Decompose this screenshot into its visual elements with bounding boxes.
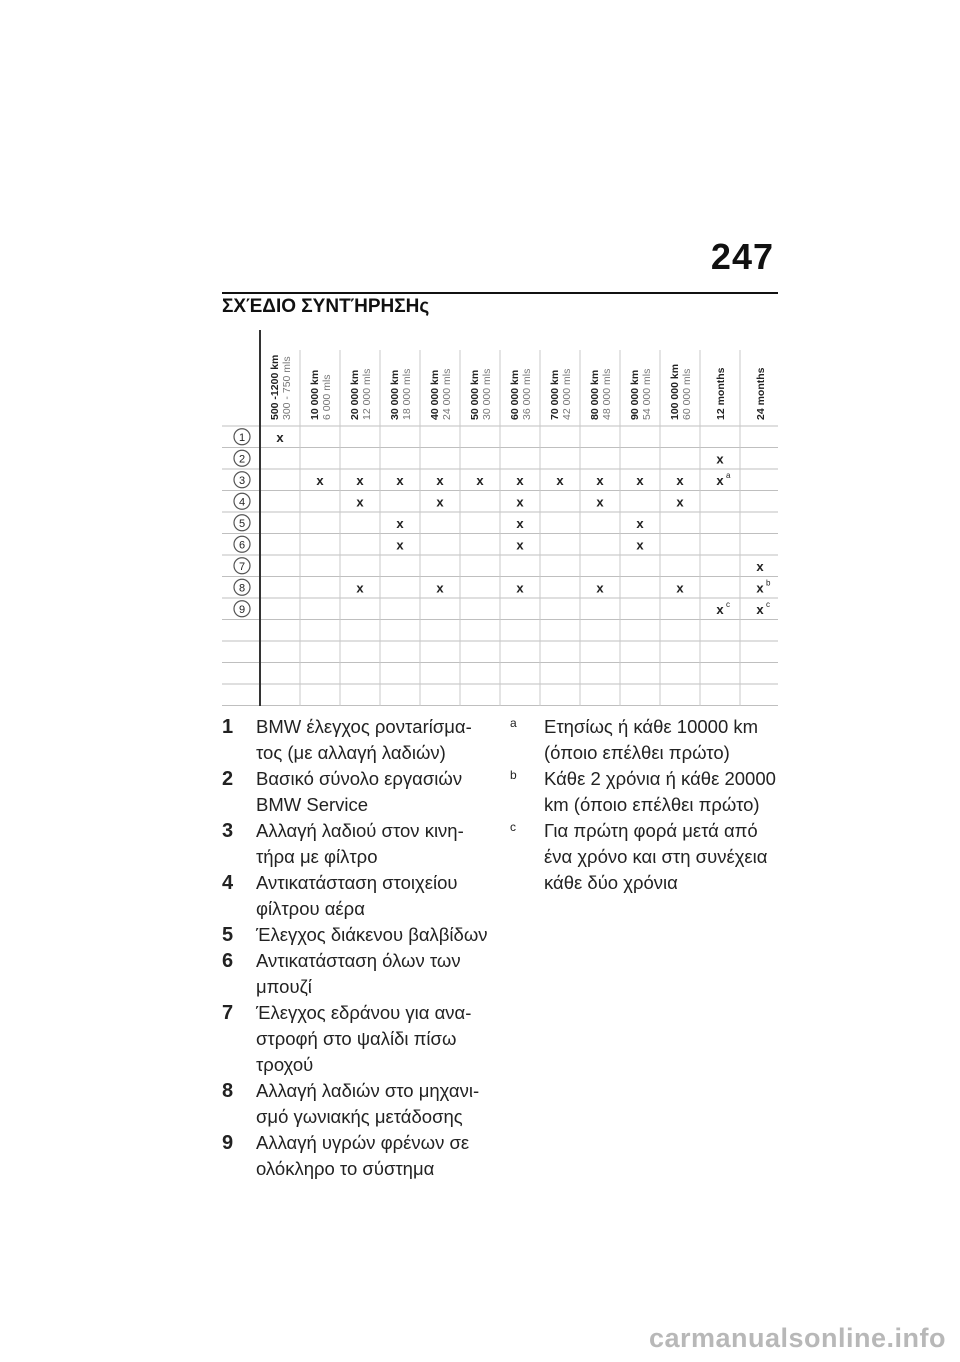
row-number: 6 xyxy=(238,539,246,552)
schedule-mark: x xyxy=(396,537,404,553)
footnote-text: Κάθε 2 χρόνια ή κάθε 20000 km (όποιο επέλθει πρώτο) xyxy=(544,768,776,815)
column-header xyxy=(509,369,533,420)
footnote-mark: a xyxy=(510,716,517,730)
schedule-mark: x xyxy=(676,472,684,488)
legend-number: 7 xyxy=(222,1002,234,1024)
column-header-primary: 80 000 km xyxy=(589,369,601,420)
column-header-primary: 70 000 km xyxy=(549,369,561,420)
legend-text: Αλλαγή λαδιών στο μηχανι-σμό γωνιακής μετάδοσης xyxy=(256,1080,480,1127)
column-header-secondary: 36 000 mls xyxy=(521,368,533,420)
column-header-primary: 24 months xyxy=(755,367,767,420)
schedule-mark: x xyxy=(436,472,444,488)
legend-text: Αλλαγή λαδιού στον κινη-τήρα με φίλτρο xyxy=(256,820,464,867)
maintenance-schedule-table xyxy=(222,330,778,706)
column-header xyxy=(349,369,373,420)
schedule-mark: x xyxy=(716,472,724,488)
row-number: 2 xyxy=(238,453,246,466)
column-header xyxy=(429,369,453,420)
column-header xyxy=(269,355,293,420)
legend-item xyxy=(222,870,492,922)
column-header-primary: 50 000 km xyxy=(469,369,481,420)
schedule-mark: x xyxy=(716,601,724,617)
column-header-primary: 12 months xyxy=(715,367,727,420)
schedule-mark: x xyxy=(676,494,684,510)
legend-item xyxy=(222,1000,492,1078)
section-title: ΣΧΈΔΙΟ ΣΥΝΤΉΡΗΣΗς xyxy=(222,296,430,317)
schedule-mark: x xyxy=(596,580,604,596)
column-header xyxy=(309,370,333,420)
legend-list xyxy=(222,714,492,1182)
legend-item xyxy=(222,922,492,948)
column-header-primary: 40 000 km xyxy=(429,369,441,420)
legend-number: 3 xyxy=(222,820,234,842)
column-header xyxy=(389,369,413,420)
column-header-primary: 10 000 km xyxy=(309,369,321,420)
column-header xyxy=(669,364,693,420)
schedule-footnote-ref: a xyxy=(726,470,731,480)
schedule-mark: x xyxy=(356,494,364,510)
column-header-primary: 30 000 km xyxy=(389,369,401,420)
row-number: 1 xyxy=(238,431,246,444)
schedule-mark: x xyxy=(516,494,524,510)
schedule-grid xyxy=(222,330,778,706)
column-header xyxy=(589,369,613,420)
legend-item xyxy=(222,714,492,766)
column-header-primary: 100 000 km xyxy=(669,363,681,420)
column-header xyxy=(629,369,653,420)
column-header xyxy=(715,367,727,420)
schedule-mark: x xyxy=(396,515,404,531)
schedule-mark: x xyxy=(756,580,764,596)
column-header xyxy=(469,369,493,420)
legend-text: Αλλαγή υγρών φρένων σε ολόκληρο το σύστημα xyxy=(256,1132,470,1179)
column-header-secondary: 6 000 mls xyxy=(321,374,333,420)
legend-item xyxy=(222,1078,492,1130)
schedule-mark: x xyxy=(716,451,724,467)
column-header-primary: 60 000 km xyxy=(509,369,521,420)
column-header-secondary: 48 000 mls xyxy=(601,368,613,420)
schedule-mark: x xyxy=(636,472,644,488)
watermark: carmanualsonline.info xyxy=(648,1323,946,1353)
row-number: 8 xyxy=(238,582,246,595)
row-number: 9 xyxy=(238,603,246,616)
column-header-secondary: 24 000 mls xyxy=(441,368,453,420)
footnote-text: Για πρώτη φορά μετά από ένα χρόνο και στη συνέχεια κάθε δύο χρόνια xyxy=(544,820,768,893)
schedule-mark: x xyxy=(636,537,644,553)
column-header xyxy=(755,367,767,420)
schedule-mark: x xyxy=(636,515,644,531)
legend-text: Αντικατάσταση στοιχείου φίλτρου αέρα xyxy=(256,872,458,919)
column-header-secondary: 54 000 mls xyxy=(641,368,653,420)
schedule-footnote-ref: c xyxy=(766,599,770,609)
schedule-mark: x xyxy=(756,601,764,617)
row-number: 4 xyxy=(238,496,246,509)
schedule-mark: x xyxy=(516,580,524,596)
legend-text: BMW έλεγχος ροντarίσμα-τος (με αλλαγή λαδιών) xyxy=(256,716,472,763)
schedule-mark: x xyxy=(436,580,444,596)
column-header-secondary: 12 000 mls xyxy=(361,368,373,420)
footnote-item xyxy=(510,766,780,818)
column-header-secondary: 18 000 mls xyxy=(401,368,413,420)
schedule-footnote-ref: b xyxy=(766,578,771,588)
legend-item xyxy=(222,948,492,1000)
schedule-mark: x xyxy=(396,472,404,488)
footnote-item xyxy=(510,714,780,766)
legend-number: 9 xyxy=(222,1132,234,1154)
schedule-mark: x xyxy=(516,472,524,488)
legend-text: Βασικό σύνολο εργασιών BMW Service xyxy=(256,768,463,815)
schedule-mark: x xyxy=(516,515,524,531)
row-number: 5 xyxy=(238,517,246,530)
schedule-mark: x xyxy=(676,580,684,596)
footnote-mark: b xyxy=(510,768,517,782)
column-header-secondary: 42 000 mls xyxy=(561,368,573,420)
column-header-primary: 500 -1200 km xyxy=(269,354,281,420)
schedule-mark: x xyxy=(356,580,364,596)
schedule-mark: x xyxy=(596,494,604,510)
row-number: 7 xyxy=(238,560,246,573)
schedule-mark: x xyxy=(436,494,444,510)
legend-number: 4 xyxy=(222,872,234,894)
notes-list xyxy=(510,714,780,896)
legend-text: Έλεγχος διάκενου βαλβίδων xyxy=(256,924,488,945)
footnote-item xyxy=(510,818,780,896)
legend-item xyxy=(222,766,492,818)
column-header-secondary: 300 - 750 mls xyxy=(281,356,293,420)
legend-number: 1 xyxy=(222,716,234,738)
schedule-mark: x xyxy=(596,472,604,488)
column-header-primary: 90 000 km xyxy=(629,369,641,420)
footnote-mark: c xyxy=(510,820,516,834)
page-number: 247 xyxy=(710,236,774,277)
schedule-mark: x xyxy=(356,472,364,488)
schedule-mark: x xyxy=(556,472,564,488)
title-rule xyxy=(222,292,778,294)
legend-text: Έλεγχος εδράνου για ανα-στροφή στο ψαλίδι πίσω τροχού xyxy=(256,1002,472,1075)
column-header-secondary: 30 000 mls xyxy=(481,368,493,420)
footnote-text: Ετησίως ή κάθε 10000 km (όποιο επέλθει πρώτο) xyxy=(544,716,759,763)
schedule-mark: x xyxy=(756,558,764,574)
row-number: 3 xyxy=(238,474,246,487)
schedule-mark: x xyxy=(276,429,284,445)
legend-number: 2 xyxy=(222,768,234,790)
column-header-secondary: 60 000 mls xyxy=(681,368,693,420)
legend-number: 6 xyxy=(222,950,234,972)
column-header xyxy=(549,369,573,420)
legend-item xyxy=(222,1130,492,1182)
schedule-mark: x xyxy=(516,537,524,553)
schedule-mark: x xyxy=(476,472,484,488)
schedule-footnote-ref: c xyxy=(726,599,730,609)
legend-item xyxy=(222,818,492,870)
schedule-mark: x xyxy=(316,472,324,488)
legend-number: 5 xyxy=(222,924,234,946)
legend-number: 8 xyxy=(222,1080,234,1102)
legend-text: Αντικατάσταση όλων των μπουζί xyxy=(256,950,461,997)
column-header-primary: 20 000 km xyxy=(349,369,361,420)
